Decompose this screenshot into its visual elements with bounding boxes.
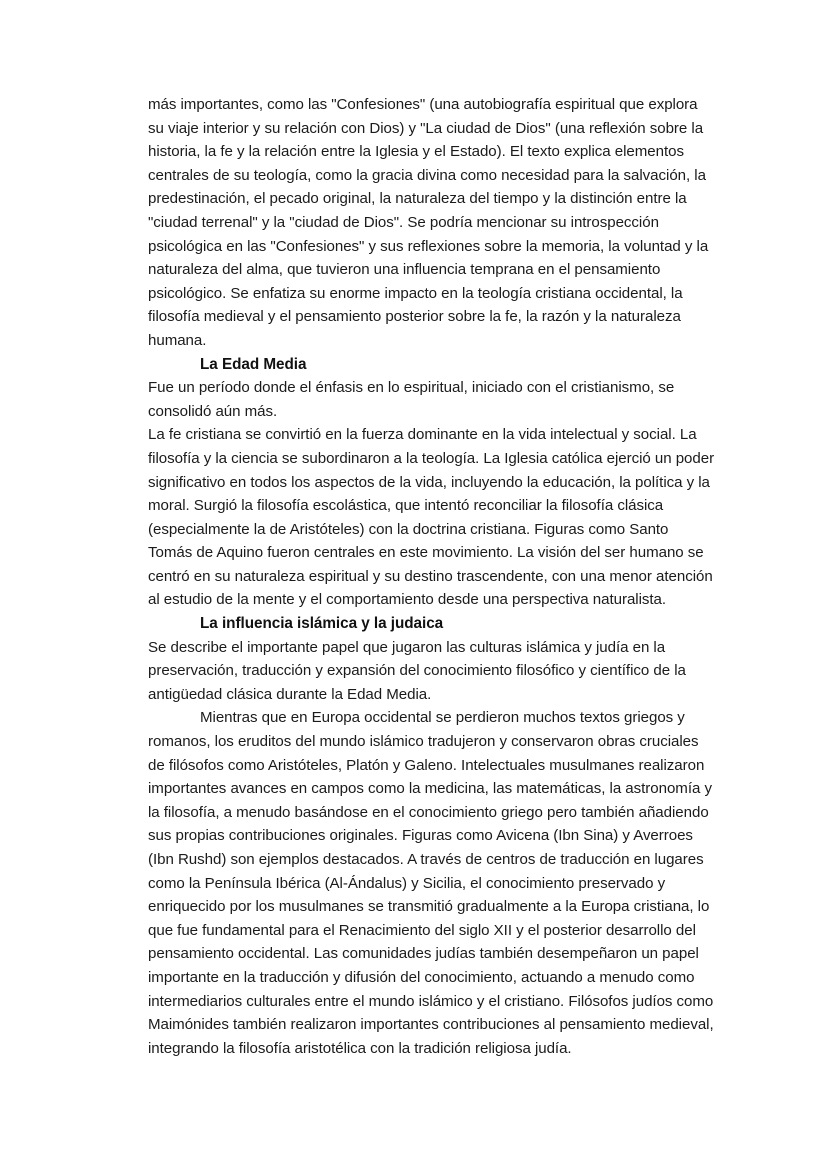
heading-la-edad-media: La Edad Media xyxy=(200,355,307,373)
paragraph-edad-media-intro: Fue un período donde el énfasis en lo espiritual, iniciado con el cristianismo, se consolidó aún más. xyxy=(148,379,675,420)
paragraph-edad-media-detalle: La fe cristiana se convirtió en la fuerza dominante en la vida intelectual y social. La filosofía y la ciencia se subordinaron a la teología. La Iglesia católica ejerció un poder significativo en todos los aspectos de la vida, incluyendo la educación, la política y la moral. Surgió la filosofía escolástica, que intentó reconciliar la filosofía clásica (especialmente la de Aristóteles) con la doctrina cristiana. Figuras como Santo Tomás de Aquino fueron centrales en este movimiento. La visión del ser humano se centró en su naturaleza espiritual y su destino trascendente, con una menor atención al estudio de la mente y el comportamiento desde una perspectiva naturalista. xyxy=(148,426,715,609)
paragraph-san-agustin-obras: más importantes, como las "Confesiones" (una autobiografía espiritual que explora su viaje interior y su relación con Dios) y "La ciudad de Dios" (una reflexión sobre la historia, la fe y la relación entre la Iglesia y el Estado). El texto explica elementos centrales de su teología, como la gracia divina como necesidad para la salvación, la predestinación, el pecado original, la naturaleza del tiempo y la distinción entre la "ciudad terrenal" y la "ciudad de Dios". Se podría mencionar su introspección psicológica en las "Confesiones" y sus reflexiones sobre la memoria, la voluntad y la naturaleza del alma, que tuvieron una influencia temprana en el pensamiento psicológico. Se enfatiza su enorme impacto en la teología cristiana occidental, la filosofía medieval y el pensamiento posterior sobre la fe, la razón y la naturaleza humana. xyxy=(148,96,709,349)
document-text-column xyxy=(148,93,716,1060)
paragraph-influencia-detalle: Mientras que en Europa occidental se perdieron muchos textos griegos y romanos, los eruditos del mundo islámico tradujeron y conservaron obras cruciales de filósofos como Aristóteles, Platón y Galeno. Intelectuales musulmanes realizaron importantes avances en campos como la medicina, las matemáticas, la astronomía y la filosofía, a menudo basándose en el conocimiento griego pero también añadiendo sus propias contribuciones originales. Figuras como Avicena (Ibn Sina) y Averroes (Ibn Rushd) son ejemplos destacados. A través de centros de traducción en lugares como la Península Ibérica (Al-Ándalus) y Sicilia, el conocimiento preservado y enriquecido por los musulmanes se transmitió gradualmente a la Europa cristiana, lo que fue fundamental para el Renacimiento del siglo XII y el posterior desarrollo del pensamiento occidental. Las comunidades judías también desempeñaron un papel importante en la traducción y difusión del conocimiento, actuando a menudo como intermediarios culturales entre el mundo islámico y el cristiano. Filósofos judíos como Maimónides también realizaron importantes contribuciones al pensamiento medieval, integrando la filosofía aristotélica con la tradición religiosa judía. xyxy=(148,709,714,1057)
paragraph-influencia-intro: Se describe el importante papel que jugaron las culturas islámica y judía en la preservación, traducción y expansión del conocimiento filosófico y científico de la antigüedad clásica durante la Edad Media. xyxy=(148,638,686,703)
heading-la-influencia-islamica-y-la-judaica: La influencia islámica y la judaica xyxy=(200,615,444,633)
